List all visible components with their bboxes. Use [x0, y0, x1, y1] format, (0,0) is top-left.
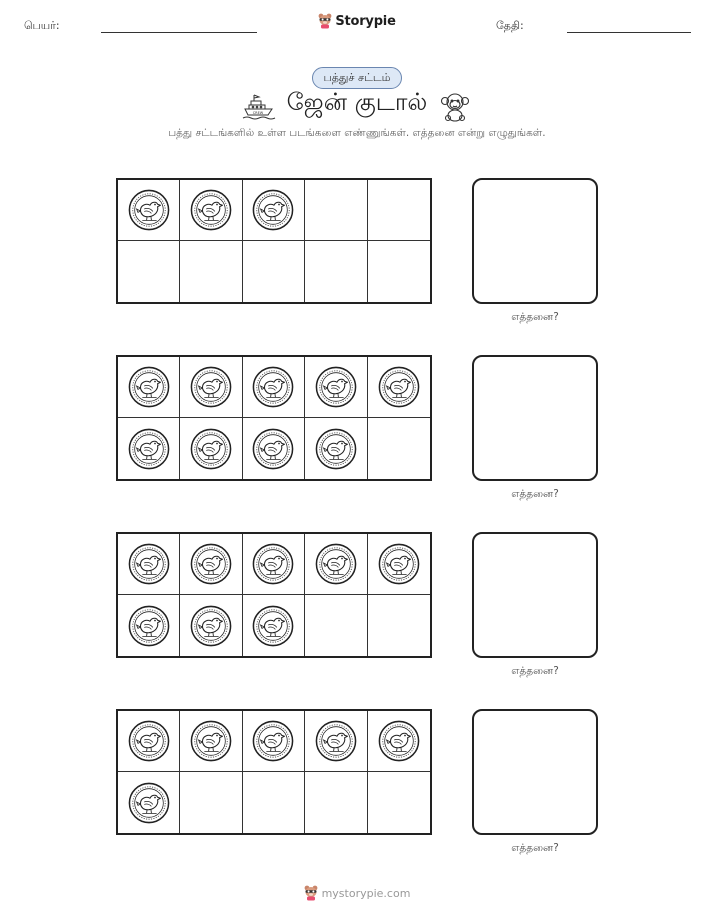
ten-frame-1: [116, 178, 432, 304]
frame-cell: [305, 595, 367, 656]
bird-coin-icon: [252, 366, 294, 408]
bird-coin-icon: [128, 428, 170, 470]
frame-cell: [180, 534, 242, 595]
bird-coin-icon: [378, 366, 420, 408]
frame-cell: [243, 180, 305, 241]
bird-coin-icon: [315, 720, 357, 762]
frame-cell: [305, 772, 367, 833]
bear-icon: [318, 13, 332, 29]
bird-coin-icon: [190, 720, 232, 762]
frame-cell: [243, 711, 305, 772]
name-line[interactable]: [101, 32, 257, 33]
bird-coin-icon: [252, 189, 294, 231]
frame-cell: [118, 534, 180, 595]
frame-cell: [243, 357, 305, 418]
frame-cell: [243, 595, 305, 656]
answer-box-2[interactable]: [472, 355, 598, 481]
frame-cell: [243, 534, 305, 595]
bird-coin-icon: [315, 366, 357, 408]
frame-cell: [118, 711, 180, 772]
instructions: பத்து சட்டங்களில் உள்ள படங்களை எண்ணுங்கள். எத்தனை என்று எழுதுங்கள்.: [168, 127, 546, 139]
frame-cell: [118, 180, 180, 241]
svg-text:CREW: CREW: [252, 111, 264, 115]
frame-cell: [180, 595, 242, 656]
frame-cell: [180, 180, 242, 241]
date-label: தேதி:: [496, 19, 524, 32]
frame-cell: [180, 772, 242, 833]
bird-coin-icon: [315, 543, 357, 585]
frame-cell: [305, 357, 367, 418]
footer: [0, 885, 714, 901]
worksheet-type-badge: பத்துச் சட்டம்: [312, 67, 402, 89]
frame-cell: [368, 772, 430, 833]
bird-coin-icon: [190, 189, 232, 231]
bird-coin-icon: [315, 428, 357, 470]
answer-box-1[interactable]: [472, 178, 598, 304]
frame-cell: [118, 241, 180, 302]
frame-cell: [243, 772, 305, 833]
worksheet-title: ஜேன் குடால்: [286, 88, 428, 116]
bird-coin-icon: [252, 605, 294, 647]
frame-cell: [368, 241, 430, 302]
frame-cell: [368, 711, 430, 772]
frame-cell: [118, 418, 180, 479]
bird-coin-icon: [190, 366, 232, 408]
answer-prompt-4: எத்தனை?: [511, 842, 559, 854]
frame-cell: [118, 357, 180, 418]
frame-cell: [118, 595, 180, 656]
bird-coin-icon: [128, 366, 170, 408]
bird-coin-icon: [128, 605, 170, 647]
bird-coin-icon: [252, 720, 294, 762]
bird-coin-icon: [252, 543, 294, 585]
answer-box-3[interactable]: [472, 532, 598, 658]
frame-cell: [118, 772, 180, 833]
bear-icon: [304, 885, 318, 901]
answer-box-4[interactable]: [472, 709, 598, 835]
bird-coin-icon: [190, 543, 232, 585]
frame-cell: [368, 357, 430, 418]
frame-cell: [180, 241, 242, 302]
bird-coin-icon: [378, 543, 420, 585]
ten-frame-2: [116, 355, 432, 481]
bird-coin-icon: [128, 720, 170, 762]
name-label: பெயர்:: [24, 19, 60, 32]
frame-cell: [305, 241, 367, 302]
footer-url: mystorypie.com: [321, 886, 411, 900]
frame-cell: [243, 418, 305, 479]
bird-coin-icon: [128, 782, 170, 824]
answer-prompt-2: எத்தனை?: [511, 488, 559, 500]
frame-cell: [180, 418, 242, 479]
frame-cell: [305, 418, 367, 479]
answer-prompt-3: எத்தனை?: [511, 665, 559, 677]
brand-logo: [0, 13, 714, 29]
bird-coin-icon: [378, 720, 420, 762]
frame-cell: [243, 241, 305, 302]
frame-cell: [180, 357, 242, 418]
brand-name: Storypie: [335, 13, 396, 29]
bird-coin-icon: [128, 189, 170, 231]
frame-cell: [368, 418, 430, 479]
bird-coin-icon: [190, 428, 232, 470]
frame-cell: [305, 711, 367, 772]
frame-cell: [305, 534, 367, 595]
frame-cell: [305, 180, 367, 241]
frame-cell: [368, 534, 430, 595]
bird-coin-icon: [128, 543, 170, 585]
answer-prompt-1: எத்தனை?: [511, 311, 559, 323]
date-line[interactable]: [567, 32, 691, 33]
monkey-icon: [440, 92, 470, 122]
ten-frame-3: [116, 532, 432, 658]
bird-coin-icon: [190, 605, 232, 647]
bird-coin-icon: [252, 428, 294, 470]
frame-cell: [368, 595, 430, 656]
ten-frame-4: [116, 709, 432, 835]
frame-cell: [368, 180, 430, 241]
frame-cell: [180, 711, 242, 772]
